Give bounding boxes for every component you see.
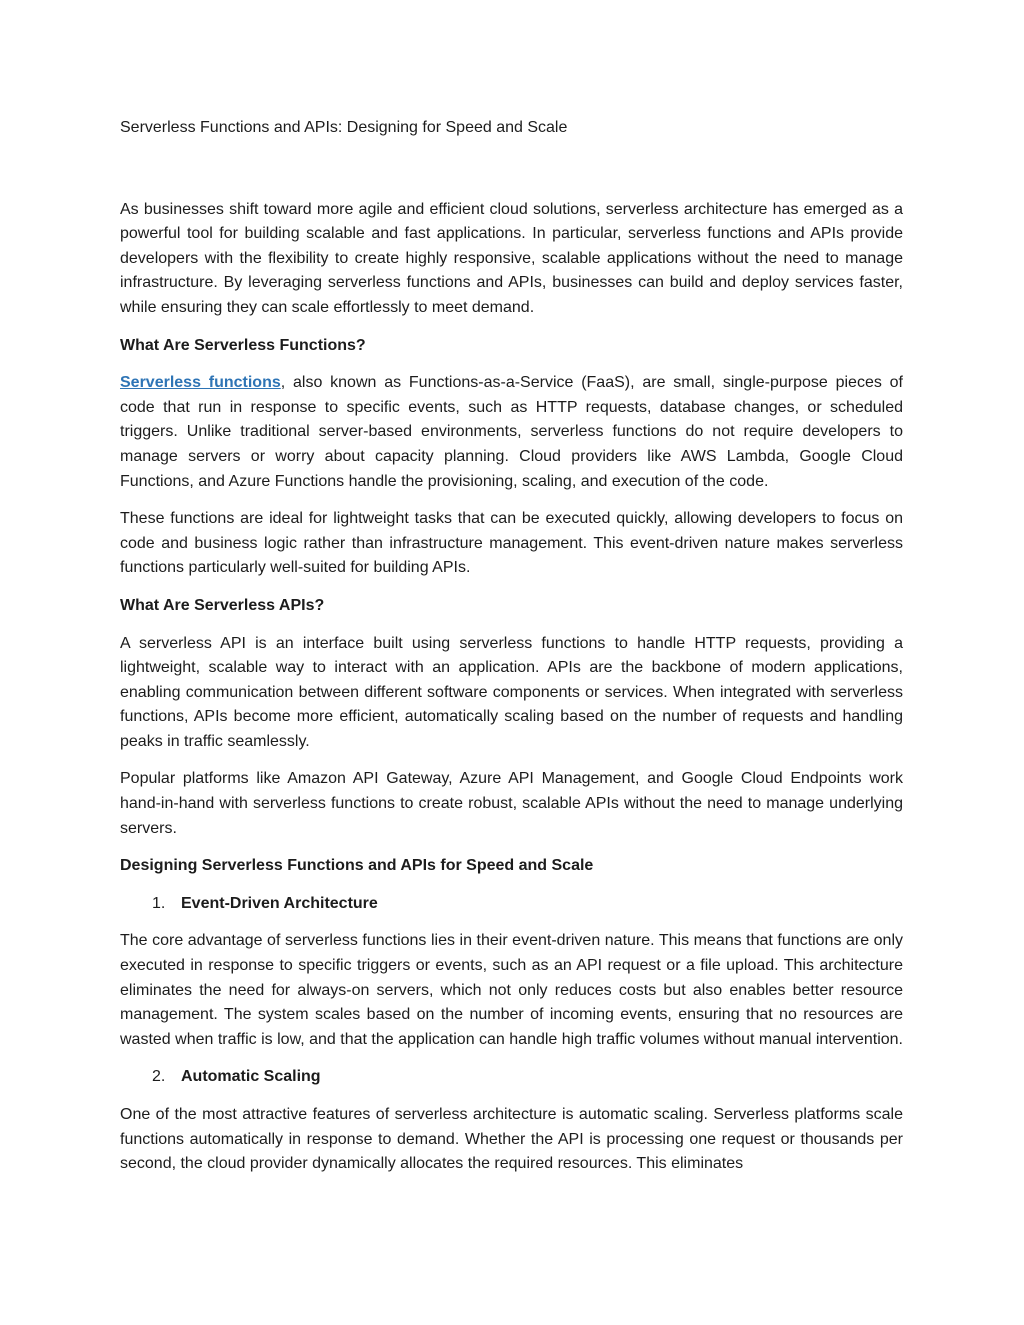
list-label-event-driven-architecture: Event-Driven Architecture <box>181 894 378 912</box>
list-item-automatic-scaling <box>120 1065 903 1090</box>
serverless-functions-paragraph <box>120 371 903 494</box>
serverless-functions-link[interactable]: Serverless functions <box>120 374 281 392</box>
document-title: Serverless Functions and APIs: Designing for Speed and Scale <box>120 119 568 136</box>
list-number-1: 1. <box>152 894 166 912</box>
intro-paragraph: As businesses shift toward more agile and efficient cloud solutions, serverless architecture has emerged as a powerful tool for building scalable and fast applications. In particular, serverless functions and APIs provide developers with the flexibility to create highly responsive, scalable applications without the need to manage infrastructure. By leveraging serverless functions and APIs, businesses can build and deploy services faster, while ensuring they can scale effortlessly to meet demand. <box>120 200 903 316</box>
event-driven-paragraph: The core advantage of serverless functions lies in their event-driven nature. This means that functions are only executed in response to specific triggers or events, such as an API request or a file upload. This architecture eliminates the need for always-on servers, which not only reduces costs but also enables better resource management. The system scales based on the number of incoming events, ensuring that no resources are wasted when traffic is low, and that the application can handle high traffic volumes without manual intervention. <box>120 932 903 1048</box>
serverless-functions-paragraph-text: , also known as Functions-as-a-Service (FaaS), are small, single-purpose pieces of code that run in response to specific events, such as HTTP requests, database changes, or scheduled triggers. Unlike traditional server-based environments, serverless functions do not require developers to manage servers or worry about capacity planning. Cloud providers like AWS Lambda, Google Cloud Functions, and Azure Functions handle the provisioning, scaling, and execution of the code. <box>120 374 903 490</box>
heading-what-are-serverless-functions: What Are Serverless Functions? <box>120 336 366 354</box>
serverless-api-definition-paragraph: A serverless API is an interface built using serverless functions to handle HTTP requests, providing a lightweight, scalable way to interact with an application. APIs are the backbone of modern applications, enabling communication between different software components or services. When integrated with serverless functions, APIs become more efficient, automatically scaling based on the number of requests and handling peaks in traffic seamlessly. <box>120 634 903 750</box>
heading-what-are-serverless-apis: What Are Serverless APIs? <box>120 596 325 614</box>
list-item-event-driven-architecture <box>120 892 903 917</box>
lightweight-tasks-paragraph: These functions are ideal for lightweight tasks that can be executed quickly, allowing developers to focus on code and business logic rather than infrastructure management. This event-driven nature makes serverless functions particularly well-suited for building APIs. <box>120 510 903 577</box>
list-label-automatic-scaling: Automatic Scaling <box>181 1068 321 1086</box>
popular-platforms-paragraph: Popular platforms like Amazon API Gateway, Azure API Management, and Google Cloud Endpoints work hand-in-hand with serverless functions to create robust, scalable APIs without the need to manage underlying servers. <box>120 770 903 837</box>
automatic-scaling-paragraph: One of the most attractive features of serverless architecture is automatic scaling. Serverless platforms scale functions automatically in response to demand. Whether the API is processing one request or thousands per second, the cloud provider dynamically allocates the required resources. This eliminates <box>120 1106 903 1173</box>
list-number-2: 2. <box>152 1068 166 1086</box>
heading-designing-for-speed-and-scale: Designing Serverless Functions and APIs for Speed and Scale <box>120 857 594 875</box>
